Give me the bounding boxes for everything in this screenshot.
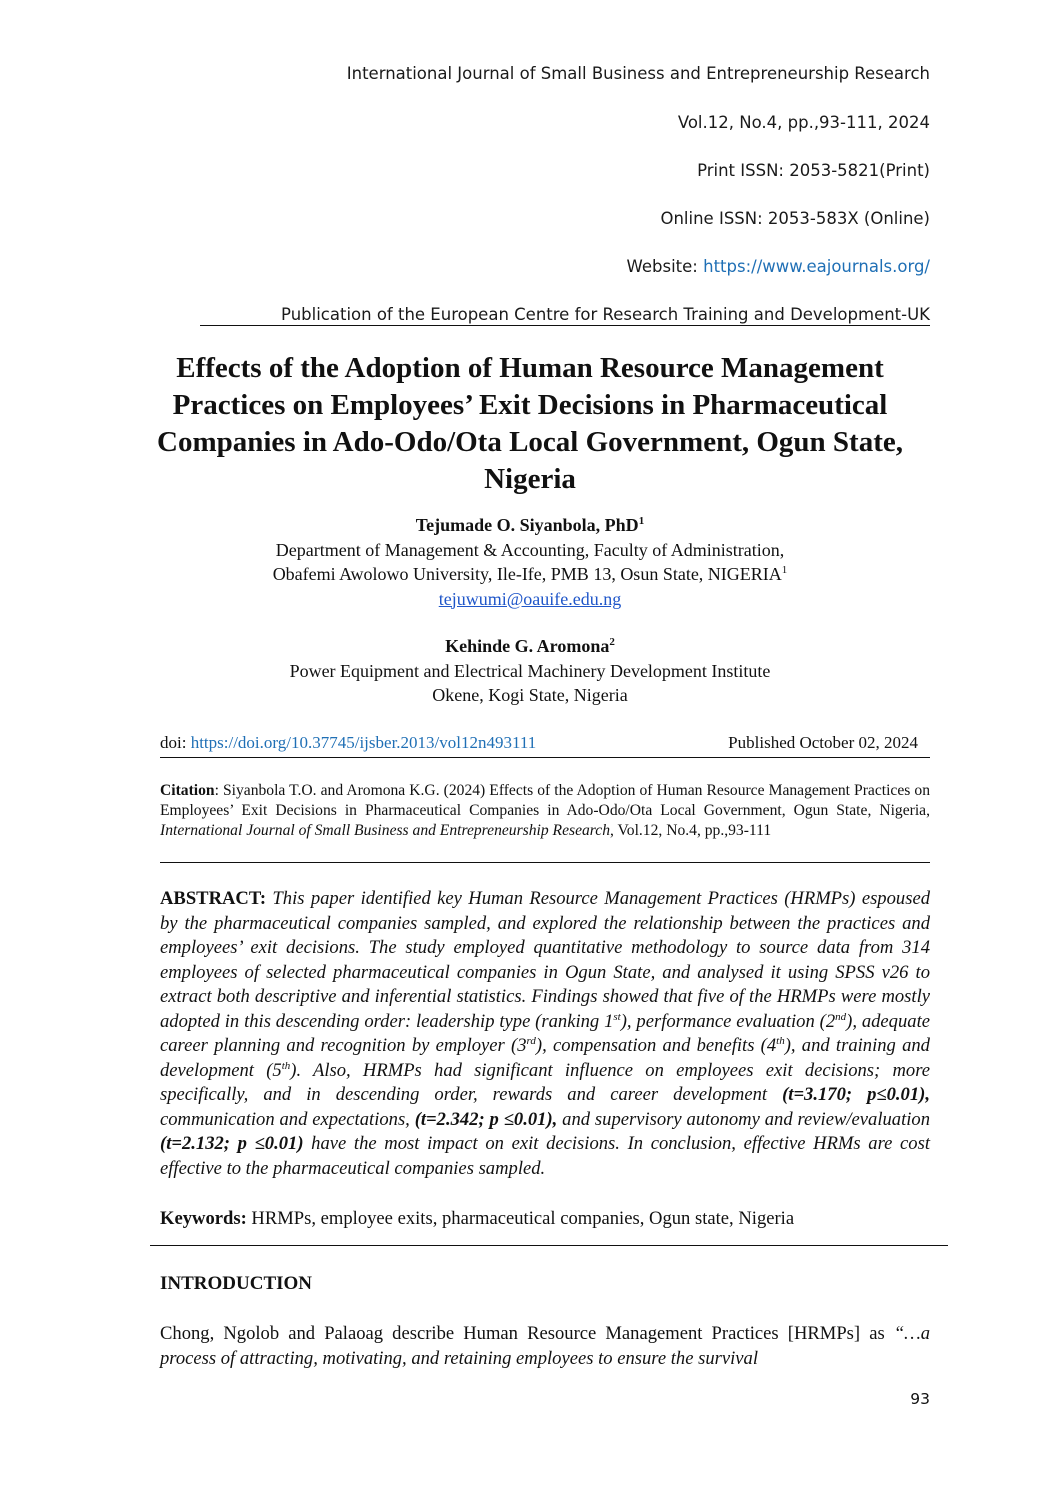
doi-line [160, 733, 920, 753]
author-1-sup: 1 [638, 515, 645, 527]
author-1-block [130, 513, 930, 611]
abstract-sup: th [281, 1059, 291, 1072]
abstract-sup: st [613, 1010, 621, 1023]
keywords-label: Keywords: [160, 1208, 247, 1229]
keywords-text: HRMPs, employee exits, pharmaceutical companies, Ogun state, Nigeria [246, 1208, 795, 1229]
author-1-affil-line1: Department of Management & Accounting, Faculty of Administration, [275, 539, 785, 560]
abstract-text: ), performance evaluation (2 [620, 1010, 836, 1032]
abstract-sup: th [776, 1034, 785, 1047]
keywords [160, 1208, 930, 1230]
citation-text-b: , Vol.12, No.4, pp.,93-111 [610, 822, 772, 839]
intro-text: Chong, Ngolob and Palaoag describe Human Resource Management Practices [HRMPs] as [160, 1323, 894, 1344]
abstract-stat: (t=2.132; p ≤0.01) [160, 1133, 304, 1154]
abstract-sup: nd [835, 1010, 847, 1023]
abstract-sup: rd [526, 1034, 536, 1047]
abstract-text: ), and training and development (5 [160, 1035, 930, 1081]
author-1-name: Tejumade O. Siyanbola, PhD [415, 515, 639, 535]
citation [160, 781, 930, 841]
introduction-paragraph [160, 1322, 930, 1371]
publisher-rule [200, 325, 930, 326]
author-1-affil-line2: Obafemi Awolowo University, Ile-Ife, PMB 13, Osun State, NIGERIA [272, 564, 782, 584]
paper-title: Effects of the Adoption of Human Resource Management Practices on Employees’ Exit Decisions in Pharmaceutical Companies in Ado-Odo/Ota Local Government, Ogun State, Nigeria [157, 352, 903, 495]
abstract-rule [150, 1245, 948, 1246]
abstract-text: ), adequate career planning and recognition by employer (3 [160, 1010, 930, 1056]
journal-name: International Journal of Small Business and Entrepreneurship Research [346, 64, 930, 83]
abstract-text: communication and expectations, [160, 1108, 415, 1130]
doi-rule [160, 757, 930, 758]
website-line [627, 257, 930, 276]
introduction-heading: INTRODUCTION [160, 1273, 313, 1294]
page-number: 93 [910, 1390, 930, 1408]
abstract-text: and supervisory autonomy and review/evaluation [557, 1108, 930, 1130]
intro-quote: “…a process of attracting, motivating, and retaining employees to ensure the survival [160, 1323, 930, 1369]
author-2-block [130, 634, 930, 708]
doi-link[interactable]: https://doi.org/10.37745/ijsber.2013/vol12n493111 [190, 733, 537, 752]
abstract-text: This paper identified key Human Resource Management Practices (HRMPs) espoused by the pharmaceutical companies sampled, and explored the relationship between the practices and employees’ exit decisions. The study employed quantitative methodology to source data from 314 employees of selected pharmaceutical companies in Ogun State, and analysed it using SPSS v26 to extract both descriptive and inferential statistics. Findings showed that five of the HRMPs were mostly adopted in this descending order: leadership type (ranking 1 [160, 888, 930, 1032]
abstract-text: ), compensation and benefits (4 [535, 1035, 777, 1056]
author-2-affil-line2: Okene, Kogi State, Nigeria [432, 685, 628, 705]
online-issn: Online ISSN: 2053-583X (Online) [660, 209, 930, 228]
citation-rule [160, 862, 930, 863]
abstract-text: ). Also, HRMPs had significant influence on employees exit decisions; more specifically, and in descending order, rewards and career development [160, 1059, 930, 1105]
published-date: Published October 02, 2024 [728, 733, 918, 752]
website-link[interactable]: https://www.eajournals.org/ [703, 257, 930, 276]
author-2-affil-line1: Power Equipment and Electrical Machinery Development Institute [289, 660, 771, 681]
abstract-stat: (t=2.342; p ≤0.01), [414, 1108, 558, 1130]
website-label: Website: [626, 257, 704, 276]
abstract-text: have the most impact on exit decisions. In conclusion, effective HRMs are cost effective to the pharmaceutical companies sampled. [160, 1133, 931, 1179]
citation-label: Citation [160, 782, 215, 799]
author-2-name: Kehinde G. Aromona [445, 636, 610, 656]
abstract-stat: (t=3.170; p≤0.01), [782, 1084, 930, 1105]
author-1-email-link[interactable]: tejuwumi@oauife.edu.ng [438, 588, 622, 609]
publisher-line: Publication of the European Centre for Research Training and Development-UK [281, 305, 930, 324]
abstract-label: ABSTRACT: [160, 888, 267, 909]
print-issn: Print ISSN: 2053-5821(Print) [697, 161, 930, 180]
volume-info: Vol.12, No.4, pp.,93-111, 2024 [677, 113, 930, 132]
author-1-affil-sup: 1 [781, 564, 788, 576]
doi-label: doi: [160, 733, 191, 752]
citation-journal: International Journal of Small Business and Entrepreneurship Research [160, 822, 611, 839]
author-2-sup: 2 [609, 636, 615, 648]
abstract [160, 887, 930, 1181]
citation-text-a: : Siyanbola T.O. and Aromona K.G. (2024) Effects of the Adoption of Human Resource Management Practices on Employees’ Exit Decisions in Pharmaceutical Companies in Ado-Odo/Ota Local Government, Ogun State, Nigeria, [160, 782, 930, 819]
abstract-body [160, 888, 930, 1179]
